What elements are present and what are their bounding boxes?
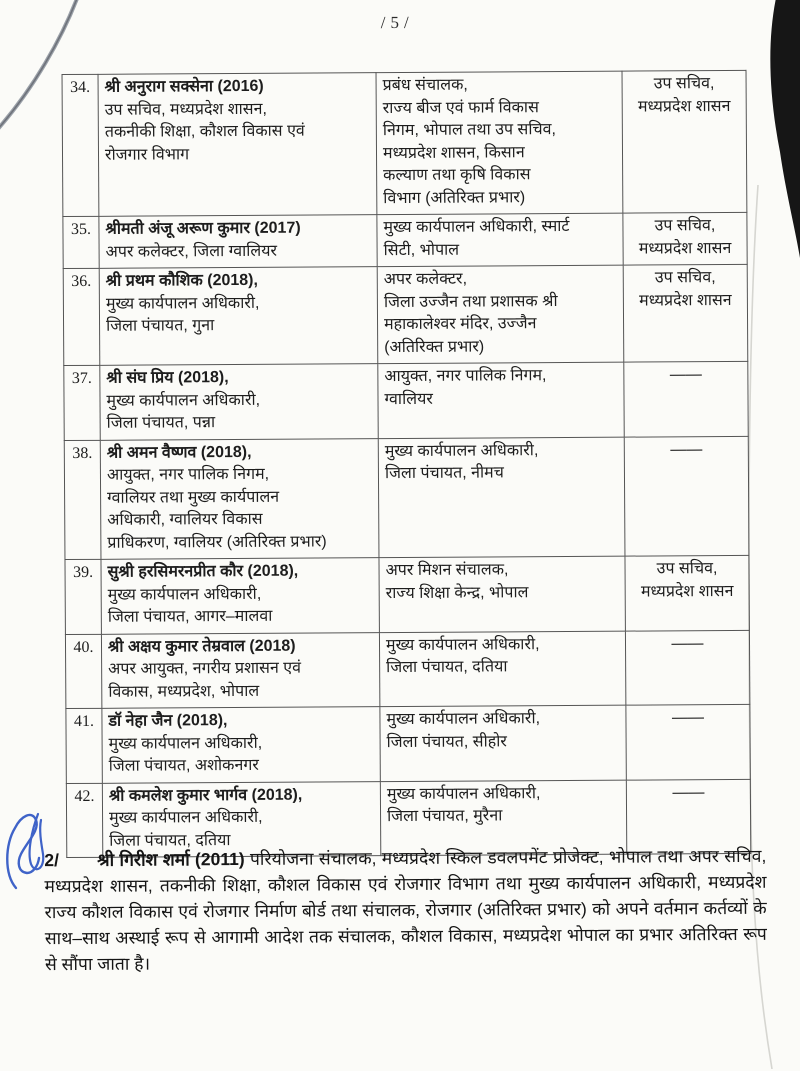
officer-current-posting	[100, 364, 378, 440]
table-row	[63, 212, 747, 268]
officer-current-posting	[98, 73, 377, 217]
officer-name: डॉ नेहा जैन (2018),	[108, 712, 228, 730]
officer-name: श्री अनुराग सक्सेना (2016)	[104, 77, 264, 96]
officer-current-posting	[99, 215, 377, 269]
officer-current-posting	[102, 707, 380, 783]
table-row	[64, 436, 749, 560]
table-row	[66, 704, 750, 783]
serial-number: 34.	[62, 74, 99, 216]
officer-current-details: मुख्य कार्यपालन अधिकारी, जिला पंचायत, पन्ना	[106, 391, 261, 432]
officer-new-posting: अपर कलेक्टर, जिला उज्जैन तथा प्रशासक श्री महाकालेश्वर मंदिर, उज्जैन (अतिरिक्त प्रभार)	[377, 265, 624, 364]
order-paragraph	[44, 843, 767, 977]
officer-note: उप सचिव, मध्यप्रदेश शासन	[623, 264, 748, 362]
officer-note: ——	[626, 704, 750, 779]
serial-number: 38.	[64, 440, 101, 560]
officer-name: श्री कमलेश कुमार भार्गव (2018),	[108, 786, 303, 805]
officer-current-details: मुख्य कार्यपालन अधिकारी, जिला पंचायत, आगर–मालवा	[107, 585, 273, 626]
officer-note: ——	[626, 779, 750, 854]
serial-number: 41.	[66, 708, 102, 783]
officer-current-details: मुख्य कार्यपालन अधिकारी, जिला पंचायत, अशोकनगर	[108, 734, 263, 775]
officer-note: उप सचिव, मध्यप्रदेश शासन	[623, 212, 747, 265]
paragraph-body: परियोजना संचालक, मध्यप्रदेश स्किल डवलपमेंट प्रोजेक्ट, भोपाल तथा अपर सचिव, मध्यप्रदेश शासन, तकनीकी शिक्षा, कौशल विकास एवं रोजगार विभाग तथा मुख्य कार्यपालन अधिकारी, मध्यप्रदेश राज्य कौशल विकास एवं रोजगार निर्माण बोर्ड तथा संचालक, रोजगार (अतिरिक्त प्रभार) को अपने वर्तमान कर्तव्यों के साथ–साथ अस्थाई रूप से आगामी आदेश तक संचालक, कौशल विकास, मध्यप्रदेश भोपाल का प्रभार अतिरिक्त रूप से सौंपा जाता है।	[44, 845, 767, 975]
officer-transfer-table	[62, 70, 752, 858]
officer-note: ——	[624, 361, 748, 436]
officer-new-posting: मुख्य कार्यपालन अधिकारी, जिला पंचायत, सीहोर	[380, 705, 626, 781]
officer-note: उप सचिव, मध्यप्रदेश शासन	[625, 555, 749, 630]
officer-current-details: मुख्य कार्यपालन अधिकारी, जिला पंचायत, गुना	[105, 294, 260, 335]
serial-number: 36.	[63, 268, 100, 365]
officer-new-posting: अपर मिशन संचालक, राज्य शिक्षा केन्द्र, भोपाल	[379, 556, 625, 632]
officer-new-posting: मुख्य कार्यपालन अधिकारी, जिला पंचायत, मुरैना	[380, 780, 626, 856]
officer-note: ——	[625, 630, 749, 705]
table-row	[65, 555, 749, 634]
officer-name: श्रीमती अंजू अरूण कुमार (2017)	[105, 219, 301, 238]
serial-number: 39.	[65, 559, 101, 634]
serial-number: 40.	[65, 634, 101, 709]
table-row	[65, 630, 749, 709]
officer-current-details: अपर कलेक्टर, जिला ग्वालियर	[105, 242, 278, 261]
officer-new-posting: प्रबंध संचालक, राज्य बीज एवं फार्म विकास निगम, भोपाल तथा उप सचिव, मध्यप्रदेश शासन, किसान कल्याण तथा कृषि विकास विभाग (अतिरिक्त प्रभार)	[376, 71, 623, 215]
officer-current-details: आयुक्त, नगर पालिक निगम, ग्वालियर तथा मुख्य कार्यपालन अधिकारी, ग्वालियर विकास प्राधिकरण, ग्वालियर (अतिरिक्त प्रभार)	[106, 465, 327, 552]
officer-current-details: उप सचिव, मध्यप्रदेश शासन, तकनीकी शिक्षा, कौशल विकास एवं रोजगार विभाग	[104, 100, 305, 164]
officer-current-posting	[101, 632, 379, 708]
serial-number: 35.	[63, 216, 99, 268]
table-body	[62, 70, 751, 857]
officer-current-posting	[99, 267, 378, 366]
paragraph-number: 2/	[44, 850, 59, 871]
table-row	[62, 70, 747, 216]
officer-current-details: मुख्य कार्यपालन अधिकारी, जिला पंचायत, दतिया	[109, 808, 263, 850]
officer-name-lead: श्री गिरीश शर्मा (2011)	[97, 848, 245, 870]
officer-current-details: अपर आयुक्त, नगरीय प्रशासन एवं विकास, मध्यप्रदेश, भोपाल	[108, 659, 302, 701]
serial-number: 42.	[66, 783, 102, 858]
table-row	[64, 361, 748, 440]
officer-current-posting	[100, 438, 379, 559]
serial-number: 37.	[64, 365, 100, 440]
officer-new-posting: मुख्य कार्यपालन अधिकारी, स्मार्ट सिटी, भोपाल	[377, 213, 623, 267]
officer-note: उप सचिव, मध्यप्रदेश शासन	[622, 70, 747, 213]
officer-new-posting: मुख्य कार्यपालन अधिकारी, जिला पंचायत, दतिया	[379, 631, 625, 707]
page-number: /5/	[380, 12, 414, 33]
officer-new-posting: मुख्य कार्यपालन अधिकारी, जिला पंचायत, नीमच	[378, 437, 625, 558]
officer-name: श्री अमन वैष्णव (2018),	[106, 443, 252, 462]
officer-new-posting: आयुक्त, नगर पालिक निगम, ग्वालियर	[378, 362, 624, 438]
officer-name: श्री प्रथम कौशिक (2018),	[105, 271, 258, 290]
officer-current-posting	[101, 558, 379, 634]
officer-name: श्री अक्षय कुमार तेम्रवाल (2018)	[107, 637, 296, 656]
table-row	[63, 264, 748, 365]
officer-name: सुश्री हरसिमरनप्रीत कौर (2018),	[107, 562, 299, 581]
officer-note: ——	[624, 436, 749, 556]
officer-name: श्री संघ प्रिय (2018),	[106, 369, 229, 387]
